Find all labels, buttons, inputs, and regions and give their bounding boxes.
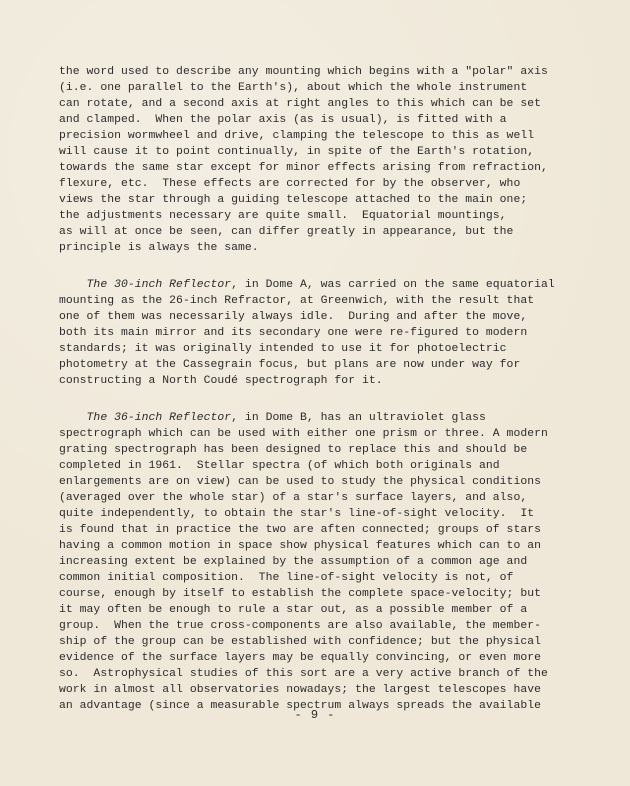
- text-line: [59, 277, 579, 293]
- text-line: as will at once be seen, can differ greatly in appearance, but the: [59, 226, 514, 238]
- text-line: will cause it to point continually, in spite of the Earth's rotation,: [59, 146, 535, 158]
- text-line: work in almost all observatories nowadays; the largest telescopes have: [59, 684, 541, 696]
- text-line: photometry at the Cassegrain focus, but plans are now under way for: [59, 359, 521, 371]
- text-line: spectrograph which can be used with either one prism or three. A modern: [59, 428, 548, 440]
- paragraph-polar-axis: [59, 64, 579, 256]
- text-line: an advantage (since a measurable spectrum always spreads the available: [59, 700, 541, 712]
- text-line: towards the same star except for minor effects arising from refraction,: [59, 162, 548, 174]
- text-line: the word used to describe any mounting which begins with a "polar" axis: [59, 66, 548, 78]
- text-line: enlargements are on view) can be used to study the physical conditions: [59, 476, 541, 488]
- text-line: and clamped. When the polar axis (as is usual), is fitted with a: [59, 114, 507, 126]
- text-run: , in Dome B, has an ultraviolet glass: [231, 412, 486, 424]
- text-line: views the star through a guiding telescope attached to the main one;: [59, 194, 528, 206]
- page-number: - 9 -: [294, 708, 336, 722]
- text-line: is found that in practice the two are aften connected; groups of stars: [59, 524, 541, 536]
- text-line: both its main mirror and its secondary one were re-figured to modern: [59, 327, 528, 339]
- text-line: common initial composition. The line-of-sight velocity is not, of: [59, 572, 514, 584]
- text-line: principle is always the same.: [59, 242, 259, 254]
- text-line: standards; it was originally intended to use it for photoelectric: [59, 343, 507, 355]
- text-line: grating spectrograph has been designed to replace this and should be: [59, 444, 528, 456]
- text-line: the adjustments necessary are quite small. Equatorial mountings,: [59, 210, 507, 222]
- section-heading-italic: The 30-inch Reflector: [86, 279, 232, 291]
- text-line: course, enough by itself to establish the complete space-velocity; but: [59, 588, 541, 600]
- text-run: , in Dome A, was carried on the same equatorial: [231, 279, 555, 291]
- text-line: increasing extent be explained by the assumption of a common age and: [59, 556, 528, 568]
- text-line: (averaged over the whole star) of a star's surface layers, and also,: [59, 492, 528, 504]
- text-line: precision wormwheel and drive, clamping the telescope to this as well: [59, 130, 535, 142]
- text-line: flexure, etc. These effects are corrected for by the observer, who: [59, 178, 521, 190]
- text-line: evidence of the surface layers may be equally convincing, or even more: [59, 652, 541, 664]
- paragraph-36-inch-reflector: [59, 410, 579, 714]
- paragraph-indent: [59, 412, 87, 424]
- text-line: can rotate, and a second axis at right angles to this which can be set: [59, 98, 541, 110]
- body-text: [59, 64, 579, 714]
- text-line: having a common motion in space show physical features which can to an: [59, 540, 541, 552]
- text-line: ship of the group can be established with confidence; but the physical: [59, 636, 541, 648]
- paragraph-30-inch-reflector: [59, 277, 579, 389]
- text-line: so. Astrophysical studies of this sort are a very active branch of the: [59, 668, 548, 680]
- section-heading-italic: The 36-inch Reflector: [86, 412, 232, 424]
- paragraph-indent: [59, 279, 87, 291]
- text-line: it may often be enough to rule a star out, as a possible member of a: [59, 604, 528, 616]
- text-line: group. When the true cross-components are also available, the member-: [59, 620, 541, 632]
- text-line: mounting as the 26-inch Refractor, at Greenwich, with the result that: [59, 295, 535, 307]
- text-line: completed in 1961. Stellar spectra (of which both originals and: [59, 460, 500, 472]
- text-line: one of them was necessarily always idle. During and after the move,: [59, 311, 528, 323]
- text-line: [59, 410, 579, 426]
- text-line: constructing a North Coudé spectrograph for it.: [59, 375, 383, 387]
- text-line: quite independently, to obtain the star's line-of-sight velocity. It: [59, 508, 535, 520]
- text-line: (i.e. one parallel to the Earth's), about which the whole instrument: [59, 82, 528, 94]
